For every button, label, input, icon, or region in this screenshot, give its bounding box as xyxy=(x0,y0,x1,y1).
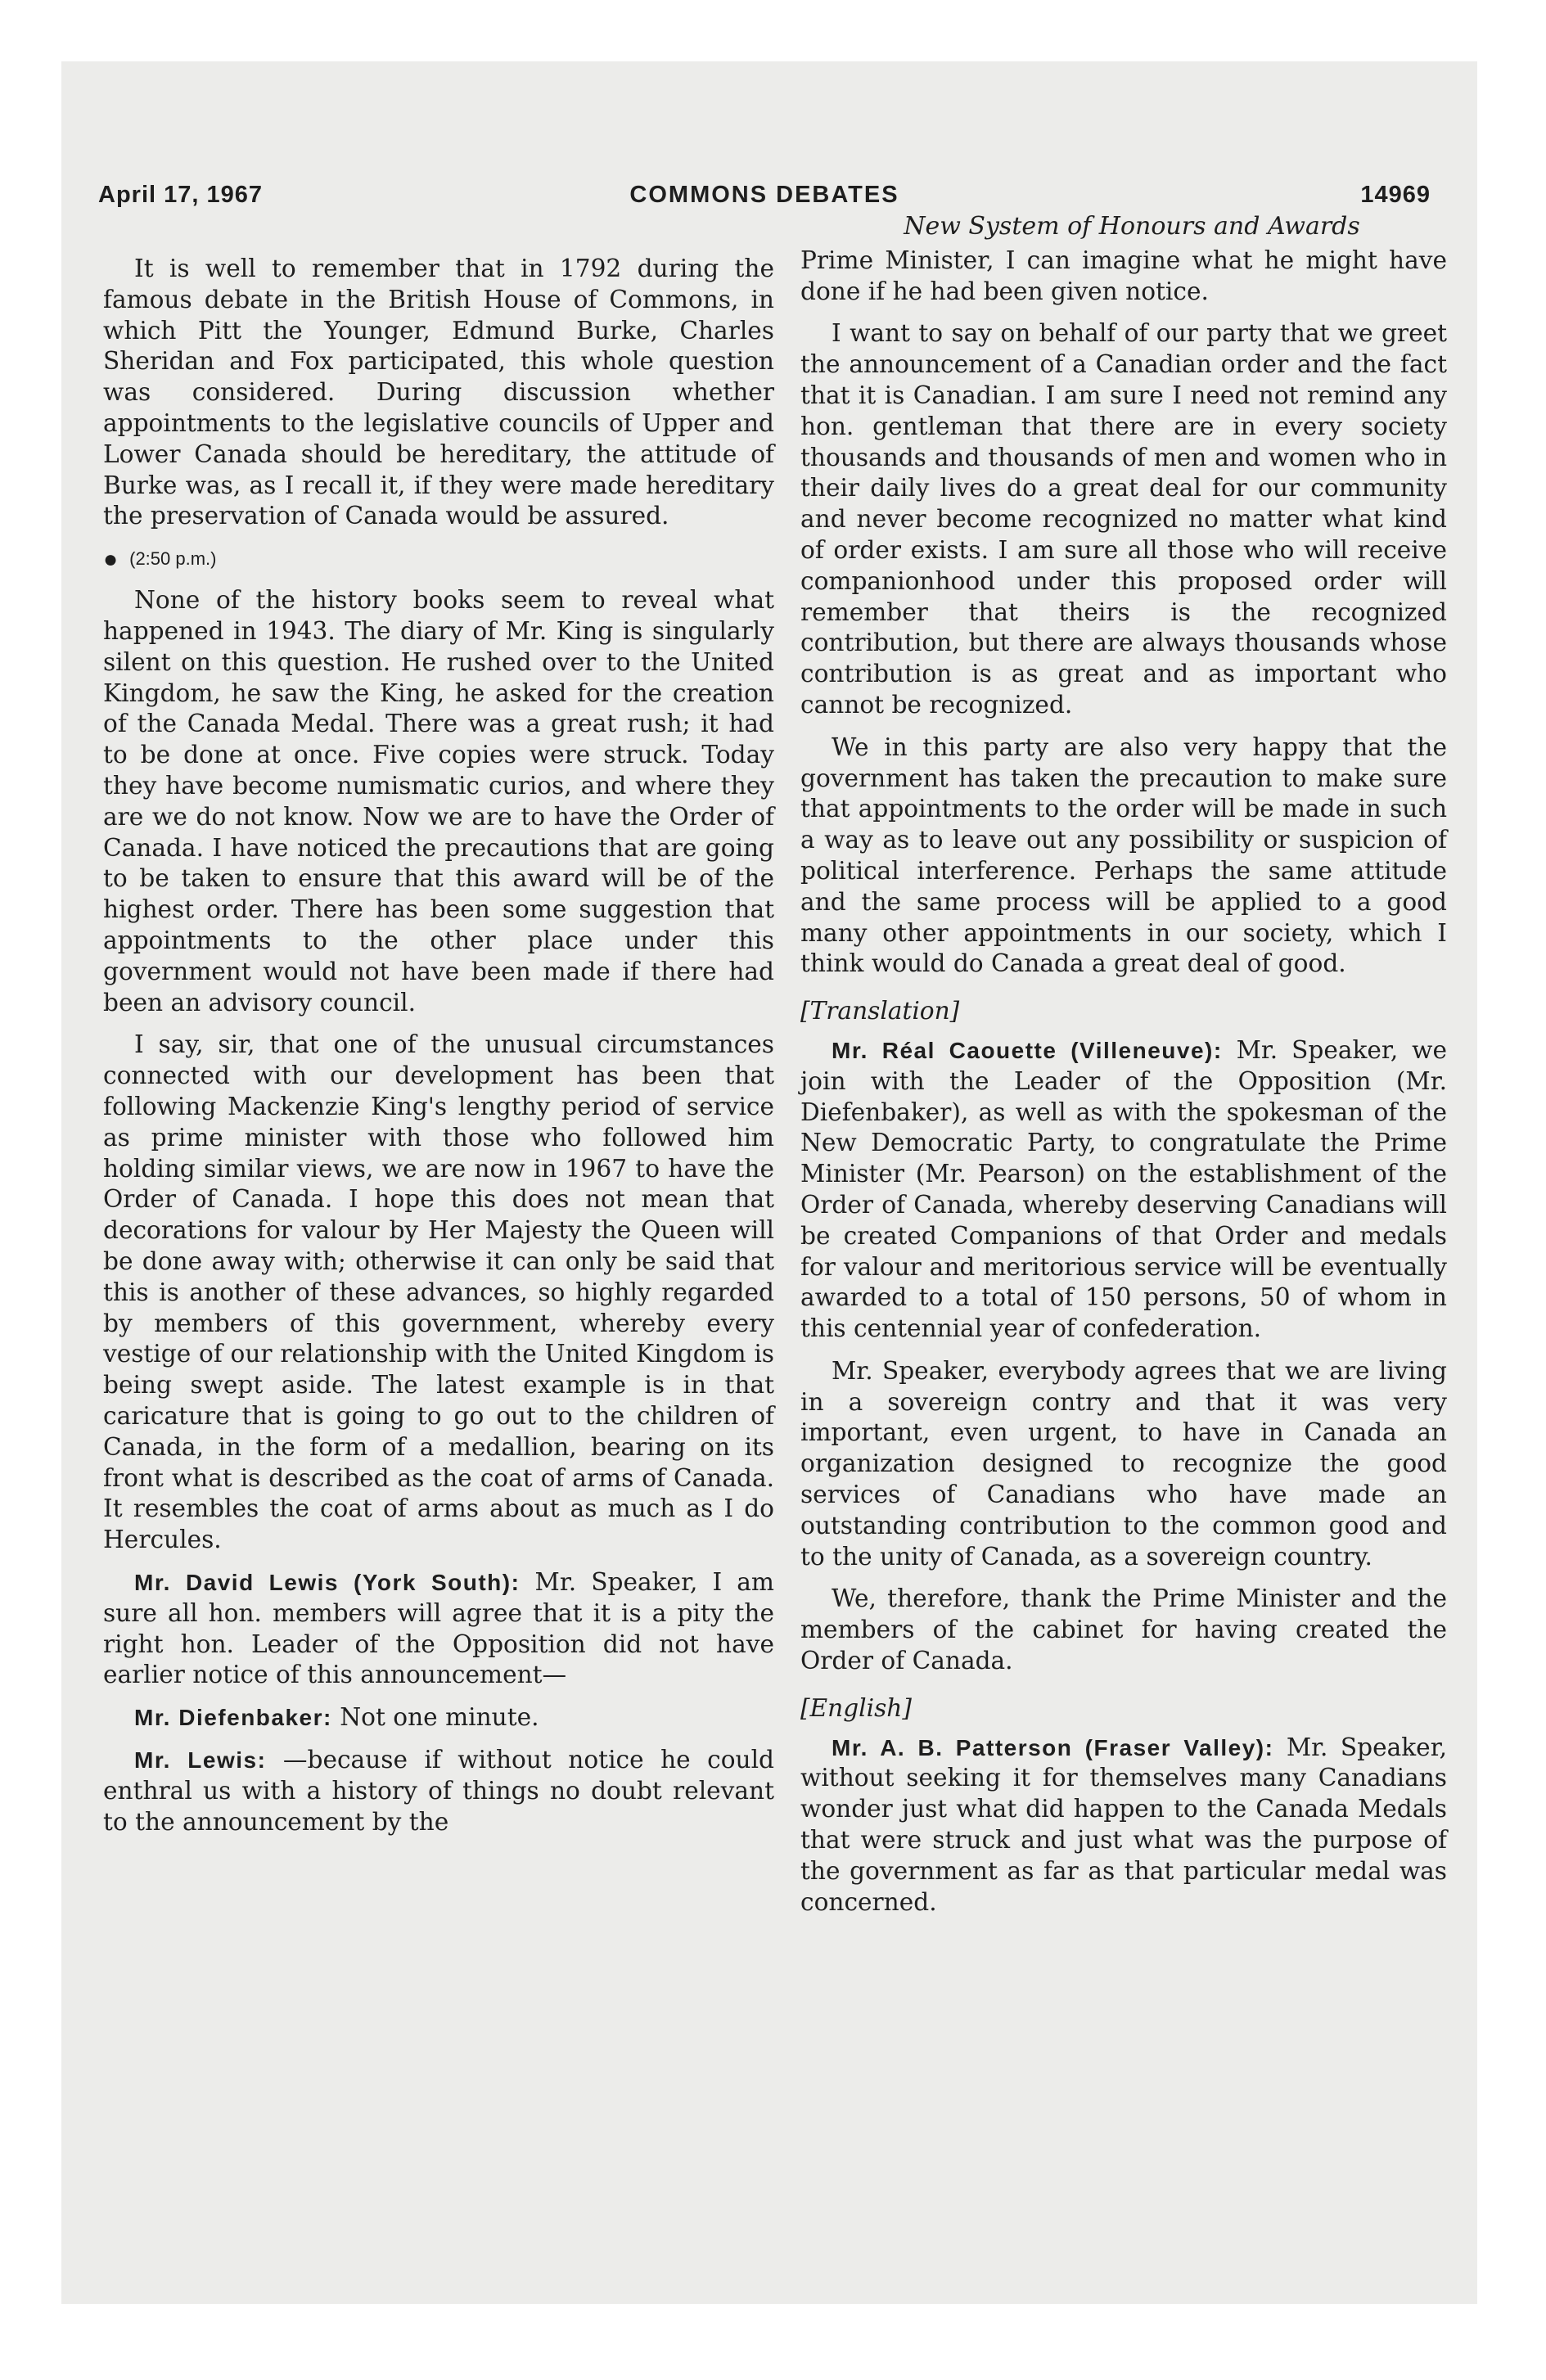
speech-text: Not one minute. xyxy=(340,1703,539,1732)
paragraph: Prime Minister, I can imagine what he might have done if he had been given notice. xyxy=(800,246,1447,305)
time-text: (2:50 p.m.) xyxy=(129,548,217,570)
paragraph: None of the history books seem to reveal what happened in 1943. The diary of Mr. King is singularly silent on this question. He rushed over to the United Kingdom, he saw the King, he asked for the creation of the Canada Medal. There was a great rush; it had to be done at once. Five copies were struck. Today they have become numismatic curios, and where they are we do not know. Now we are to have the Order of Canada. I have noticed the precautions that are going to be taken to ensure that this award will be of the highest order. There has been some suggestion that appointments to the other place under this government would not have been made if there had been an advisory council. xyxy=(103,586,774,1016)
language-marker: [English] xyxy=(800,1693,912,1722)
speech-text: Mr. Speaker, without seeking it for themselves many Canadians wonder just what did happen to the Canada Medals that were struck and just what was the purpose of the government as far as that particular medal was concerned. xyxy=(800,1733,1447,1916)
speech xyxy=(103,1567,774,1691)
paragraph: We, therefore, thank the Prime Minister and the members of the cabinet for having created the Order of Canada. xyxy=(800,1584,1447,1675)
speech xyxy=(800,1035,1447,1345)
paragraph: It is well to remember that in 1792 during the famous debate in the British House of Commons, in which Pitt the Younger, Edmund Burke, Charles Sheridan and Fox participated, this whole question was considered. During discussion whether appointments to the legislative councils of Upper and Lower Canada should be hereditary, the attitude of Burke was, as I recall it, if they were made hereditary the preservation of Canada would be assured. xyxy=(103,255,774,530)
language-marker: [Translation] xyxy=(800,997,960,1025)
speaker-name: Mr. Lewis: xyxy=(134,1747,267,1773)
speech xyxy=(103,1702,774,1733)
paragraph: I say, sir, that one of the unusual circumstances connected with our development has been that following Mackenzie King's lengthy period of service as prime minister with those who followed him holding similar views, we are now in 1967 to have the Order of Canada. I hope this does not mean that decorations for valour by Her Majesty the Queen will be done away with; otherwise it can only be said that this is another of these advances, so highly regarded by members of this government, whereby every vestige of our relationship with the United Kingdom is being swept aside. The latest example is in that caricature that is going to go out to the children of Canada, in the form of a medallion, bearing on its front what is described as the coat of arms of Canada. It resembles the coat of arms about as much as I do Hercules. xyxy=(103,1030,774,1554)
speech xyxy=(103,1745,774,1837)
right-column xyxy=(800,211,1447,1929)
paragraph: Mr. Speaker, everybody agrees that we are living in a sovereign contry and that it was very important, even urgent, to have in Canada an organization designed to recognize the good services of Canadians who have made an outstanding contribution to the common good and to the unity of Canada, as a sovereign country. xyxy=(800,1356,1447,1571)
running-header xyxy=(98,182,1431,214)
speaker-name: Mr. A. B. Patterson (Fraser Valley): xyxy=(832,1734,1274,1760)
speaker-name: Mr. Diefenbaker: xyxy=(134,1705,332,1731)
header-date: April 17, 1967 xyxy=(98,182,263,208)
speaker-name: Mr. Réal Caouette (Villeneuve): xyxy=(832,1037,1223,1063)
paragraph: I want to say on behalf of our party that we greet the announcement of a Canadian order and the fact that it is Canadian. I am sure I need not remind any hon. gentleman that there are in every society thousands and thousands of men and women who in their daily lives do a great deal for our community and never become recognized no matter what kind of order exists. I am sure all those who will receive companionhood under this proposed order will remember that theirs is the recognized contribution, but there are always thousands whose contribution is as great and as important who cannot be recognized. xyxy=(800,319,1447,719)
speech xyxy=(800,1733,1447,1918)
speech-text: Mr. Speaker, I am sure all hon. members will agree that it is a pity the right hon. Leader of the Opposition did not have earlier notice of this announcement— xyxy=(103,1567,774,1689)
paragraph: We in this party are also very happy that the government has taken the precaution to make sure that appointments to the order will be made in such a way as to leave out any possibility or suspicion of political interference. Perhaps the same attitude and the same process will be applied to a good many other appointments in our society, which I think would do Canada a great deal of good. xyxy=(800,732,1447,978)
left-column xyxy=(103,254,774,1849)
publication-title: COMMONS DEBATES xyxy=(629,182,899,208)
bullet-icon: ● xyxy=(103,546,119,574)
subject-heading: New System of Honours and Awards xyxy=(904,212,1360,241)
speech-text: Mr. Speaker, we join with the Leader of the Opposition (Mr. Diefenbaker), as well as with the spokesman of the New Democratic Party, to congratulate the Prime Minister (Mr. Pearson) on the establishment of the Order of Canada, whereby deserving Canadians will be created Companions of that Order and medals for valour and meritorious service will be eventually awarded to a total of 150 persons, 50 of whom in this centennial year of confederation. xyxy=(800,1035,1447,1343)
page-number: 14969 xyxy=(1360,182,1431,208)
time-stamp xyxy=(103,543,774,575)
speech-text: —because if without notice he could enthral us with a history of things no doubt relevant to the announcement by the xyxy=(103,1745,774,1836)
speaker-name: Mr. David Lewis (York South): xyxy=(134,1569,521,1595)
